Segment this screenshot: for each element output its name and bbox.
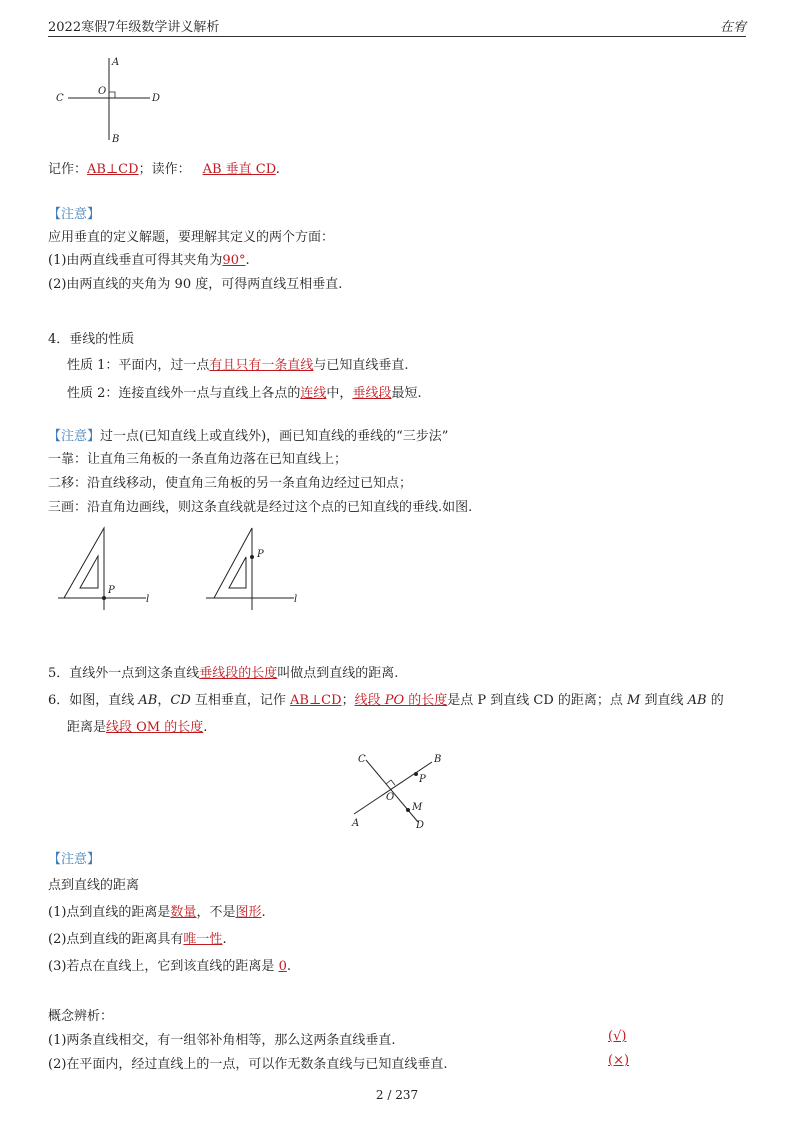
note-3-answer-figure: 图形	[235, 905, 262, 920]
property-1-end: 与已知直线垂直.	[313, 358, 409, 373]
note-3-l1-mid: ，不是	[196, 905, 236, 920]
note-3-l3-end: .	[286, 959, 291, 974]
note-3-answer-zero: 0	[278, 959, 287, 974]
concept-answer-1: (√)	[608, 1029, 627, 1044]
set-square-figure-2	[200, 524, 310, 614]
note-3-l2-text: (2)点到直线的距离具有	[48, 932, 184, 947]
note-3-l1-end: .	[261, 905, 266, 920]
s6-semi1: ；	[341, 693, 355, 708]
fig1-label-b: B	[112, 134, 120, 145]
section-5-text: 5．直线外一点到这条直线	[48, 666, 200, 681]
property-2-mid: 中，	[326, 386, 353, 401]
property-2-end: 最短.	[391, 386, 422, 401]
note-3-line-3	[48, 955, 291, 974]
s6-mid1: 互相垂直，记作	[190, 693, 291, 708]
fig3-label-b: B	[434, 754, 442, 765]
section-6-line-2	[67, 716, 207, 735]
note-3-line-2	[48, 928, 227, 947]
fig2a-label-p: P	[108, 585, 115, 596]
section-4-title: 4．垂线的性质	[48, 332, 135, 347]
note-3-l1-text: (1)点到直线的距离是	[48, 905, 171, 920]
note-2-intro: 过一点(已知直线上或直线外)，画已知直线的垂线的“三步法”	[100, 429, 449, 444]
note-3-title: 点到直线的距离	[48, 878, 140, 893]
fig3-label-o: O	[386, 792, 395, 803]
property-2	[67, 382, 422, 401]
s6-answer-1: AB⊥CD	[290, 693, 342, 708]
perpendicular-lines-figure	[52, 54, 172, 146]
note-2-step-1: 一靠：让直角三角板的一条直角边落在已知直线上；	[48, 452, 348, 467]
notation-prefix: 记作：	[48, 162, 88, 177]
property-2-answer-2: 垂线段	[352, 386, 392, 401]
note-2-heading	[48, 425, 448, 444]
fig3-label-a: A	[352, 818, 360, 829]
notation-answer-2: AB 垂直 CD	[202, 162, 276, 177]
header-author: 在宥	[719, 20, 746, 35]
property-1-text: 性质 1：平面内，过一点	[67, 358, 210, 373]
note-3-answer-unique: 唯一性	[183, 932, 223, 947]
note-2-step-2: 二移：沿直线移动，使直角三角板的另一条直角边经过已知点；	[48, 476, 413, 491]
s6-cd: CD	[170, 693, 191, 708]
note-2-step-3: 三画：沿直角边画线，则这条直线就是经过这个点的已知直线的垂线.如图.	[48, 500, 473, 515]
page-header	[48, 16, 746, 37]
s6-m: M	[627, 693, 641, 708]
section-6-line-1	[48, 689, 724, 708]
note-1-tag: 【注意】	[48, 207, 101, 222]
s6-answer-2a: 线段	[354, 693, 385, 708]
page-number: 2 / 237	[375, 1088, 419, 1102]
notation-mid: ；读作：	[138, 162, 191, 177]
concept-answer-2: (×)	[608, 1053, 630, 1068]
note-1-line-1-end: .	[245, 253, 250, 268]
fig1-label-c: C	[56, 93, 64, 104]
concept-question-1: (1)两条直线相交，有一组邻补角相等，那么这两条直线垂直.	[48, 1033, 396, 1048]
property-2-text: 性质 2：连接直线外一点与直线上各点的	[67, 386, 301, 401]
s6-mid3: 到直线	[640, 693, 688, 708]
fig2a-label-l: l	[146, 594, 150, 605]
note-1-line-1-text: (1)由两直线垂直可得其夹角为	[48, 253, 223, 268]
s6-mid4: 的	[706, 693, 724, 708]
fig3-label-d: D	[416, 820, 425, 831]
notation-end: .	[275, 162, 280, 177]
s6-ab2: AB	[687, 693, 707, 708]
fig2b-label-p: P	[257, 549, 264, 560]
notation-answer-1: AB⊥CD	[87, 162, 139, 177]
notation-line	[48, 158, 280, 177]
s6-ab: AB	[138, 693, 158, 708]
fig2b-label-l: l	[294, 594, 298, 605]
section-5-answer: 垂线段的长度	[199, 666, 278, 681]
fig1-label-o: O	[98, 86, 107, 97]
note-1-answer-angle: 90°	[222, 253, 246, 268]
intersecting-lines-figure	[346, 748, 456, 834]
section-5-end: 叫做点到直线的距离.	[277, 666, 399, 681]
note-3-tag: 【注意】	[48, 852, 101, 867]
s6-answer-3: 线段 OM 的长度	[106, 720, 204, 735]
s6-line2-pre: 距离是	[67, 720, 107, 735]
header-title: 2022寒假7年级数学讲义解析	[48, 20, 220, 35]
note-1-line-2: (2)由两直线的夹角为 90 度，可得两直线互相垂直.	[48, 277, 343, 292]
note-1-line-0: 应用垂直的定义解题，要理解其定义的两个方面：	[48, 230, 335, 245]
s6-mid2: 是点 P 到直线 CD 的距离；点	[447, 693, 628, 708]
section-5	[48, 662, 398, 681]
note-3-l2-end: .	[222, 932, 227, 947]
set-square-figure-1	[52, 524, 162, 614]
note-2-tag: 【注意】	[48, 429, 101, 444]
fig3-label-p: P	[419, 774, 426, 785]
s6-answer-2c: 的长度	[404, 693, 448, 708]
fig3-label-m: M	[412, 802, 423, 813]
s6-comma: ，	[157, 693, 171, 708]
property-2-answer-1: 连线	[300, 386, 327, 401]
s6-line2-end: .	[203, 720, 208, 735]
concept-title: 概念辨析：	[48, 1009, 114, 1024]
fig1-label-a: A	[112, 57, 120, 68]
s6-answer-2	[355, 693, 448, 708]
note-3-l3-text: (3)若点在直线上，它到该直线的距离是	[48, 959, 279, 974]
concept-question-2: (2)在平面内，经过直线上的一点，可以作无数条直线与已知直线垂直.	[48, 1057, 448, 1072]
fig1-label-d: D	[152, 93, 161, 104]
fig3-label-c: C	[358, 754, 366, 765]
note-3-answer-quantity: 数量	[170, 905, 197, 920]
note-1-line-1	[48, 249, 250, 268]
s6-answer-2b: PO	[384, 693, 405, 708]
property-1	[67, 354, 409, 373]
s6-pre: 6．如图，直线	[48, 693, 139, 708]
property-1-answer: 有且只有一条直线	[209, 358, 314, 373]
note-3-line-1	[48, 901, 266, 920]
